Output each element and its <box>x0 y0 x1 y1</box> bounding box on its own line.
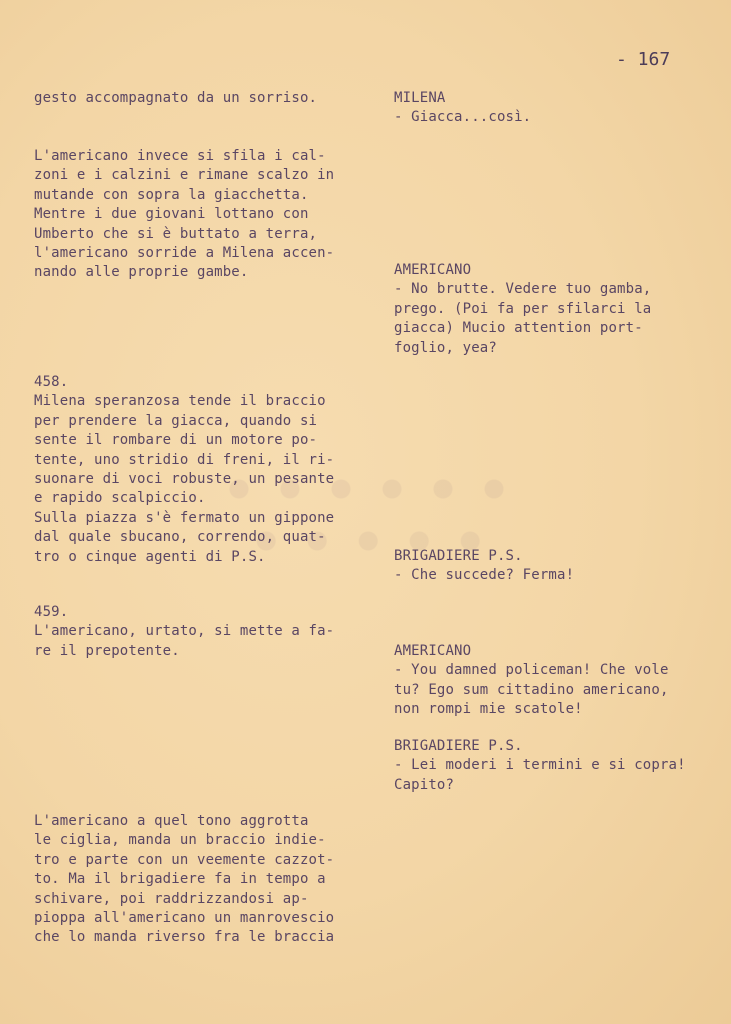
action-paragraph: L'americano invece si sfila i cal- zoni e i calzini e rimane scalzo in mutande con sopra la giacchetta. Mentre i due giovani lottano con Umberto che si è buttato a terra, l'americano sorride a Milena accen- nando alle proprie gambe. <box>34 148 335 281</box>
dialogue-americano: AMERICANO - No brutte. Vedere tuo gamba, prego. (Poi fa per sfilarci la giacca) Mucio attention port- foglio, yea? <box>394 262 652 356</box>
dialogue-americano: AMERICANO - You damned policeman! Che vole tu? Ego sum cittadino americano, non rompi mie scatole! <box>394 643 669 718</box>
scene-458-paragraph: 458. Milena speranzosa tende il braccio per prendere la giacca, quando si sente il rombare di un motore po- tente, uno stridio di freni, il ri- suonare di voci robuste, un pesante e rapido scalpiccio. Sulla piazza s'è fermato un gippone dal quale sbucano, correndo, quat- tro o cinque agenti di P.S. <box>34 374 335 565</box>
dialogue-brigadiere: BRIGADIERE P.S. - Che succede? Ferma! <box>394 548 575 584</box>
action-paragraph: L'americano a quel tono aggrotta le ciglia, manda un braccio indie- tro e parte con un veemente cazzot- to. Ma il brigadiere fa in tempo a schivare, poi raddrizzandosi ap- pioppa all'americano un manrovescio che lo manda riverso fra le braccia <box>34 813 335 946</box>
dialogue-brigadiere: BRIGADIERE P.S. - Lei moderi i termini e si copra! Capito? <box>394 738 686 793</box>
scene-459-paragraph: 459. L'americano, urtato, si mette a fa- re il prepotente. <box>34 604 335 659</box>
action-paragraph: gesto accompagnato da un sorriso. <box>34 90 318 106</box>
page-number: - 167 <box>616 49 671 70</box>
dialogue-milena: MILENA - Giacca...così. <box>394 90 532 126</box>
